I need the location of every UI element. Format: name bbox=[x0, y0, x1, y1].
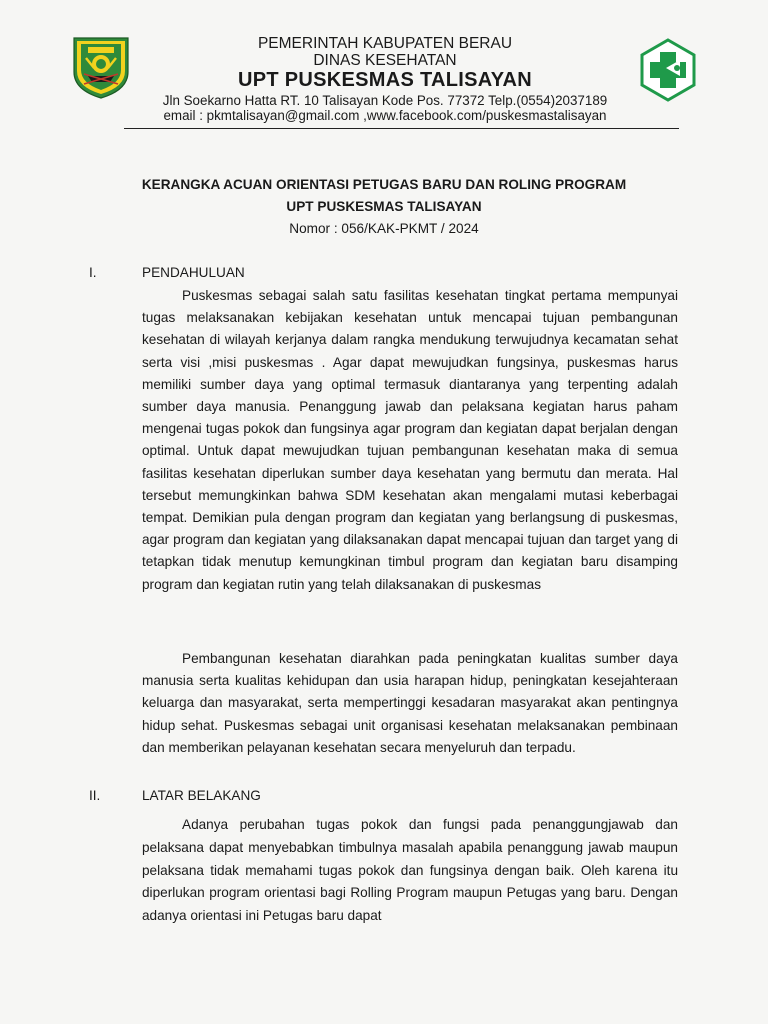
document-number: Nomor : 056/KAK-PKMT / 2024 bbox=[289, 221, 479, 236]
document-subtitle: UPT PUSKESMAS TALISAYAN bbox=[286, 199, 482, 214]
letterhead-address: Jln Soekarno Hatta RT. 10 Talisayan Kode Pos. 77372 Telp.(0554)2037189 bbox=[162, 93, 608, 108]
puskesmas-cross-logo-icon bbox=[636, 38, 700, 102]
section-number: II. bbox=[89, 788, 101, 803]
section-heading: LATAR BELAKANG bbox=[142, 788, 261, 803]
section-paragraph: Puskesmas sebagai salah satu fasilitas kesehatan tingkat pertama mempunyai tugas melaksanakan kebijakan kesehatan untuk mencapai tujuan pembangunan kesehatan di wilayah kerjanya dalam rangka mendukung terwujudnya kecamatan sehat serta visi ,misi puskesmas . Agar dapat mewujudkan fungsinya, puskesmas harus memiliki sumber daya yang optimal termasuk diantaranya yang terpenting adalah sumber daya manusia. Penanggung jawab dan pelaksana kegiatan harus paham mengenai tugas pokok dan fungsinya agar program dan kegiatan dapat berjalan dengan optimal. Untuk dapat mewujudkan tujuan pembangunan kesehatan maka di semua fasilitas kesehatan diperlukan sumber daya kesehatan yang bermutu dan merata. Hal tersebut memungkinkan bahwa SDM kesehatan akan mengalami mutasi keberbagai tempat. Demikian pula dengan program dan kegiatan yang berlangsung di puskesmas, agar program dan kegiatan yang dilaksanakan dapat mencapai tujuan dan target yang di tetapkan tidak menutup kemungkinan timbul program dan kegiatan baru disamping program dan kegiatan rutin yang telah dilaksanakan di puskesmas bbox=[142, 288, 678, 592]
letterhead-contact: email : pkmtalisayan@gmail.com ,www.facebook.com/puskesmastalisayan bbox=[163, 108, 607, 123]
document-title: KERANGKA ACUAN ORIENTASI PETUGAS BARU DAN ROLING PROGRAM bbox=[141, 177, 627, 192]
letterhead-department: DINAS KESEHATAN bbox=[313, 52, 457, 69]
section-heading: PENDAHULUAN bbox=[142, 265, 245, 280]
section-number: I. bbox=[89, 265, 97, 280]
letterhead-institution: UPT PUSKESMAS TALISAYAN bbox=[238, 69, 532, 91]
section-paragraph: Pembangunan kesehatan diarahkan pada peningkatan kualitas sumber daya manusia serta kualitas kehidupan dan usia harapan hidup, peningkatan kesejahteraan keluarga dan masyarakat, serta mempertinggi kesadaran masyarakat akan pentingnya hidup sehat. Puskesmas sebagai unit organisasi kesehatan melaksanakan pembinaan dan memberikan pelayanan kesehatan secara menyeluruh dan terpadu. bbox=[142, 651, 678, 755]
letterhead-government: PEMERINTAH KABUPATEN BERAU bbox=[257, 35, 513, 52]
letterhead-divider bbox=[124, 128, 679, 129]
section-paragraph: Adanya perubahan tugas pokok dan fungsi pada penanggungjawab dan pelaksana dapat menyebabkan timbulnya masalah apabila penanggung jawab maupun pelaksana tidak memahami tugas pokok dan fungsinya dengan baik. Oleh karena itu diperlukan program orientasi bagi Rolling Program maupun Petugas yang baru. Dengan adanya orientasi ini Petugas baru dapat bbox=[142, 817, 678, 924]
